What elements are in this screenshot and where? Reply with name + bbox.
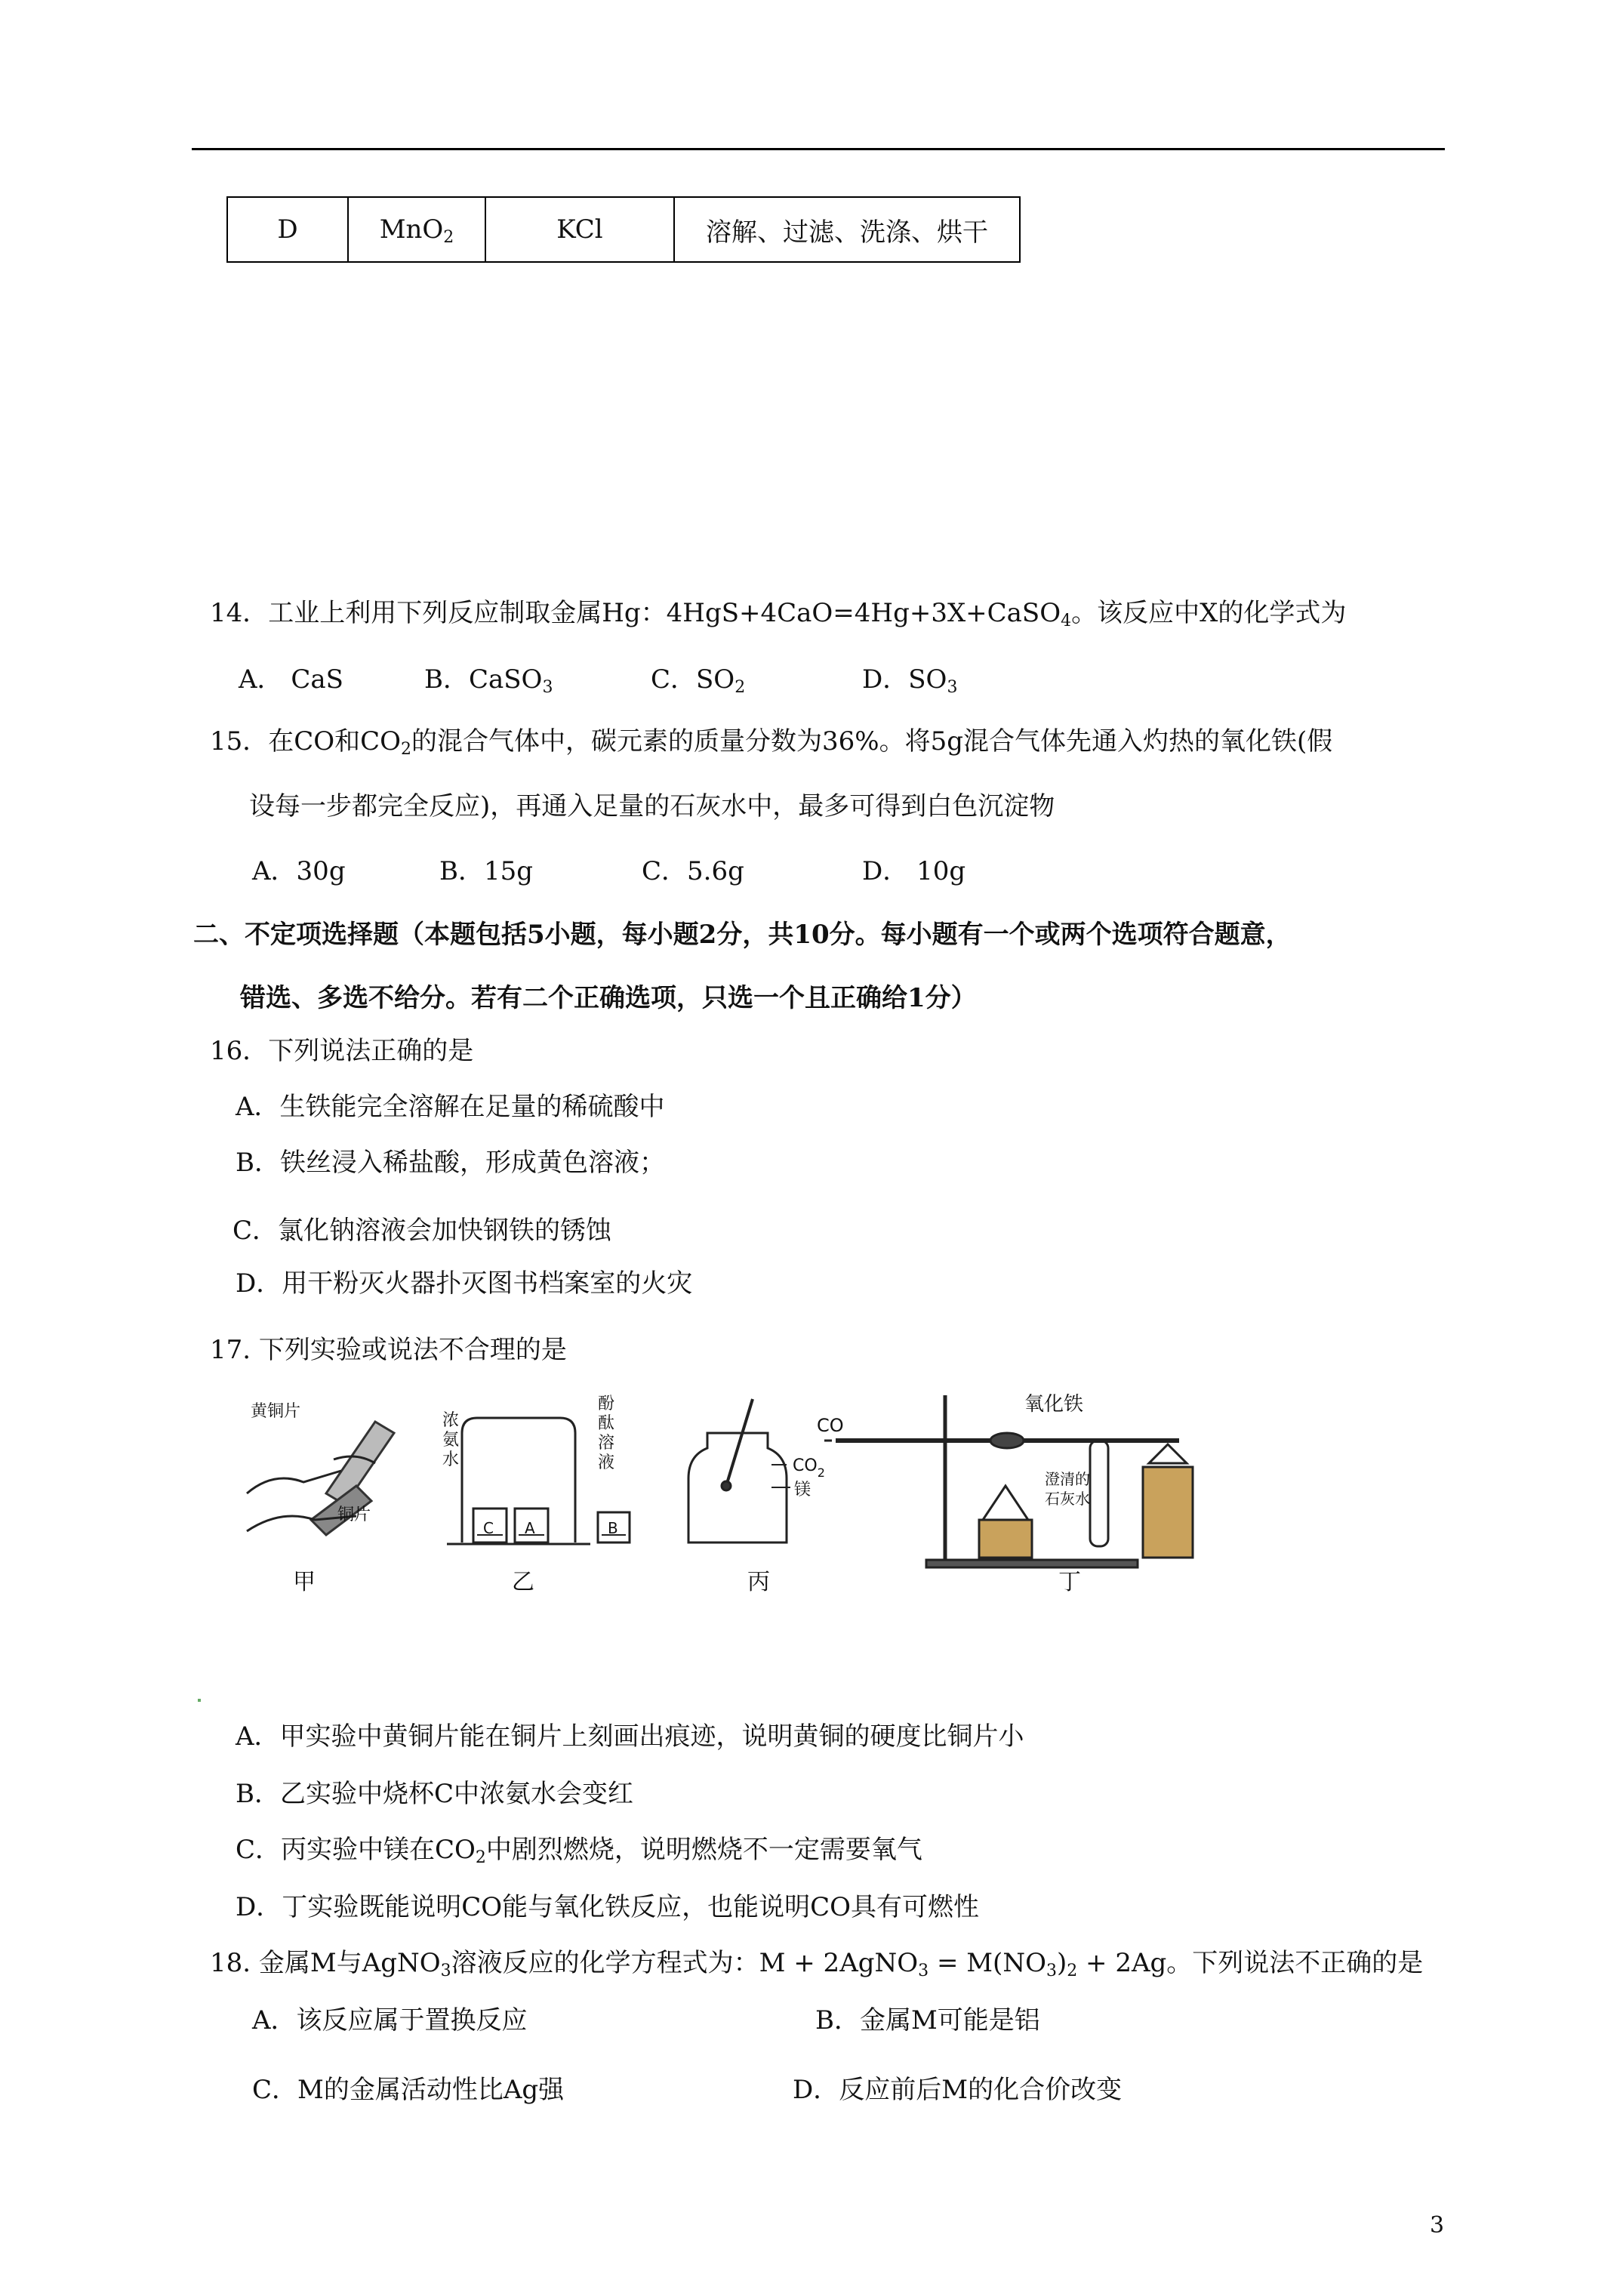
table-cell-substance: MnO$_2$ [348, 197, 485, 262]
test-tube-shape [1090, 1441, 1108, 1546]
q18-option-b: B．金属M可能是铝 [815, 2005, 1040, 2036]
label-yanghuatie: 氧化铁 [1024, 1393, 1084, 1416]
tongs-shape [726, 1399, 753, 1486]
section2-heading-line1: 二、不定项选择题（本题包括5小题，每小题2分，共10分。每小题有一个或两个选项符合题意， [193, 920, 1292, 950]
table-row [227, 197, 1020, 262]
q16-option-d: D．用干粉灭火器扑灭图书档案室的火灾 [236, 1268, 693, 1299]
caption-yi: 乙 [512, 1569, 534, 1595]
burner-block-shape [1143, 1467, 1193, 1558]
figure-yi [442, 1395, 630, 1544]
label-nong: 浓 [442, 1411, 460, 1430]
reagent-table [226, 196, 1021, 263]
q16-option-c: C．氯化钠溶液会加快钢铁的锈蚀 [233, 1216, 612, 1246]
q18-option-d: D．反应前后M的化合价改变 [793, 2075, 1123, 2105]
magnesium-ribbon-shape [722, 1481, 731, 1490]
q18-option-c: C．M的金属活动性比Ag强 [252, 2075, 565, 2105]
label-beaker-b: B [608, 1519, 618, 1537]
q17-option-b: B．乙实验中烧杯C中浓氨水会变红 [236, 1779, 633, 1809]
label-fen: 酚 [598, 1395, 615, 1413]
q15-option-d: D． 10g [862, 856, 966, 886]
lamp-block-shape [979, 1520, 1032, 1558]
caption-jia: 甲 [293, 1569, 316, 1595]
q14-option-b: B．CaSO$_3$ [424, 664, 553, 697]
label-tongpian: 铜片 [337, 1505, 371, 1524]
q15-option-a: A．30g [252, 856, 346, 886]
label-huangtongpian: 黄铜片 [251, 1402, 301, 1421]
label-rong: 溶 [598, 1434, 615, 1453]
alcohol-lamp-shape [983, 1486, 1028, 1520]
q16-option-b: B．铁丝浸入稀盐酸，形成黄色溶液； [236, 1148, 665, 1178]
figure-jia [247, 1402, 394, 1535]
section2-heading-line2: 错选、多选不给分。若有二个正确选项，只选一个且正确给1分） [240, 983, 977, 1013]
figure-ding [817, 1393, 1193, 1567]
stand-base-shape [926, 1560, 1138, 1567]
q15-stem-line1: 15．在CO和$CO_2$的混合气体中，碳元素的质量分数为36%。将5g混合气体先通入灼热的氧化铁(假 [210, 726, 1333, 759]
table-cell-method: 溶解、过滤、洗涤、烘干 [674, 197, 1020, 262]
burner-lamp-shape [1149, 1444, 1187, 1463]
figure-bing [688, 1399, 825, 1542]
label-ye: 液 [598, 1453, 615, 1472]
q14-option-a: A． CaS [239, 664, 343, 695]
label-co2: $CO_2$ [793, 1456, 825, 1480]
q15-stem-line2: 设每一步都完全反应)，再通入足量的石灰水中，最多可得到白色沉淀物 [249, 791, 1055, 821]
q17-option-c: C．丙实验中镁在$CO_2$中剧烈燃烧，说明燃烧不一定需要氧气 [236, 1835, 922, 1867]
label-shihuishui: 石灰水 [1045, 1490, 1090, 1508]
q17-stem: 17. 下列实验或说法不合理的是 [210, 1335, 567, 1365]
q14-option-d: D．$SO_3$ [862, 664, 958, 697]
table-cell-impurity: KCl [485, 197, 674, 262]
q16-option-a: A．生铁能完全溶解在足量的稀硫酸中 [236, 1092, 665, 1122]
label-tai: 酞 [598, 1414, 615, 1433]
bell-jar-shape [462, 1418, 575, 1542]
caption-bing: 丙 [747, 1569, 770, 1595]
label-an: 氨 [442, 1431, 460, 1450]
label-mei: 镁 [794, 1481, 812, 1499]
q17-option-d: D．丁实验既能说明CO能与氧化铁反应，也能说明CO具有可燃性 [236, 1892, 980, 1922]
iron-oxide-shape [990, 1433, 1024, 1448]
label-beaker-a: A [525, 1519, 535, 1537]
label-chengqingde: 澄清的 [1045, 1470, 1090, 1488]
q15-option-b: B．15g [439, 856, 534, 886]
q16-stem: 16．下列说法正确的是 [210, 1036, 474, 1066]
label-shui: 水 [442, 1450, 460, 1469]
stray-dot [198, 1699, 201, 1702]
q18-stem: 18. 金属M与AgNO$_3$溶液反应的化学方程式为：M + 2AgNO$_3$ = $M(NO_3)_2 + 2Ag$。下列说法不正确的是 [210, 1948, 1424, 1980]
page-number: 3 [1430, 2212, 1445, 2239]
label-co: CO [817, 1415, 844, 1436]
header-rule [192, 148, 1445, 150]
label-beaker-c: C [483, 1519, 494, 1537]
q17-option-a: A．甲实验中黄铜片能在铜片上刻画出痕迹，说明黄铜的硬度比铜片小 [236, 1721, 1024, 1752]
caption-ding: 丁 [1058, 1569, 1081, 1595]
q14-option-c: C．$SO_2$ [651, 664, 746, 697]
q14-stem: 14．工业上利用下列反应制取金属Hg：4HgS+4CaO=4Hg+3X+CaSO$_4$。该反应中X的化学式为 [210, 598, 1347, 630]
q18-option-a: A．该反应属于置换反应 [252, 2005, 528, 2036]
table-cell-label: D [227, 197, 348, 262]
q15-option-c: C．5.6g [642, 856, 744, 886]
